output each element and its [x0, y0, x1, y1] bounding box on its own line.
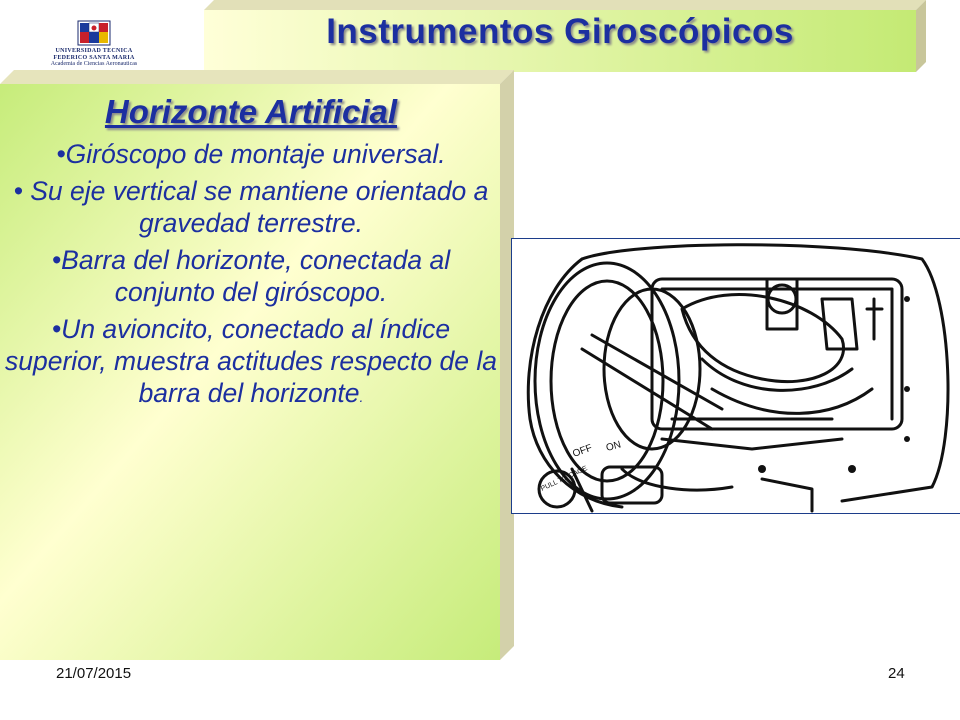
cage-knob-label: PULL TO CAGE: [539, 465, 589, 493]
page-number: 24: [888, 665, 905, 682]
logo-academy-line: Academia de Ciencias Aeronauticas: [50, 61, 138, 67]
content-text: [4, 92, 498, 658]
bullet-item: •Giróscopo de montaje universal.: [56, 139, 446, 169]
section-heading: Horizonte Artificial: [104, 93, 398, 130]
university-logo: [38, 20, 150, 72]
gyro-drawing: [512, 239, 960, 513]
off-label: OFF: [571, 442, 594, 460]
logo-university-line1: UNIVERSIDAD TECNICA: [55, 48, 133, 54]
gyro-illustration: [511, 238, 960, 514]
bullet-item: •Barra del horizonte, conectada al conjunto del giróscopo.: [51, 245, 451, 307]
bullet-item-last: [4, 313, 498, 413]
content-panel: [0, 70, 514, 660]
bullet-end-period: .: [359, 389, 364, 405]
bullet-list: [4, 138, 498, 413]
logo-university-line2: FEDERICO SANTA MARIA: [53, 54, 135, 61]
crest-icon: [77, 20, 111, 46]
bullet-item-text: •Un avioncito, conectado al índice superior, muestra actitudes respecto de la barra del horizonte: [5, 314, 497, 408]
title-banner: [204, 0, 926, 74]
on-label: ON: [604, 439, 623, 454]
footer-date: 21/07/2015: [56, 665, 132, 682]
bullet-item: • Su eje vertical se mantiene orientado a gravedad terrestre.: [13, 176, 489, 238]
slide-title: Instrumentos Giroscópicos: [326, 12, 794, 51]
